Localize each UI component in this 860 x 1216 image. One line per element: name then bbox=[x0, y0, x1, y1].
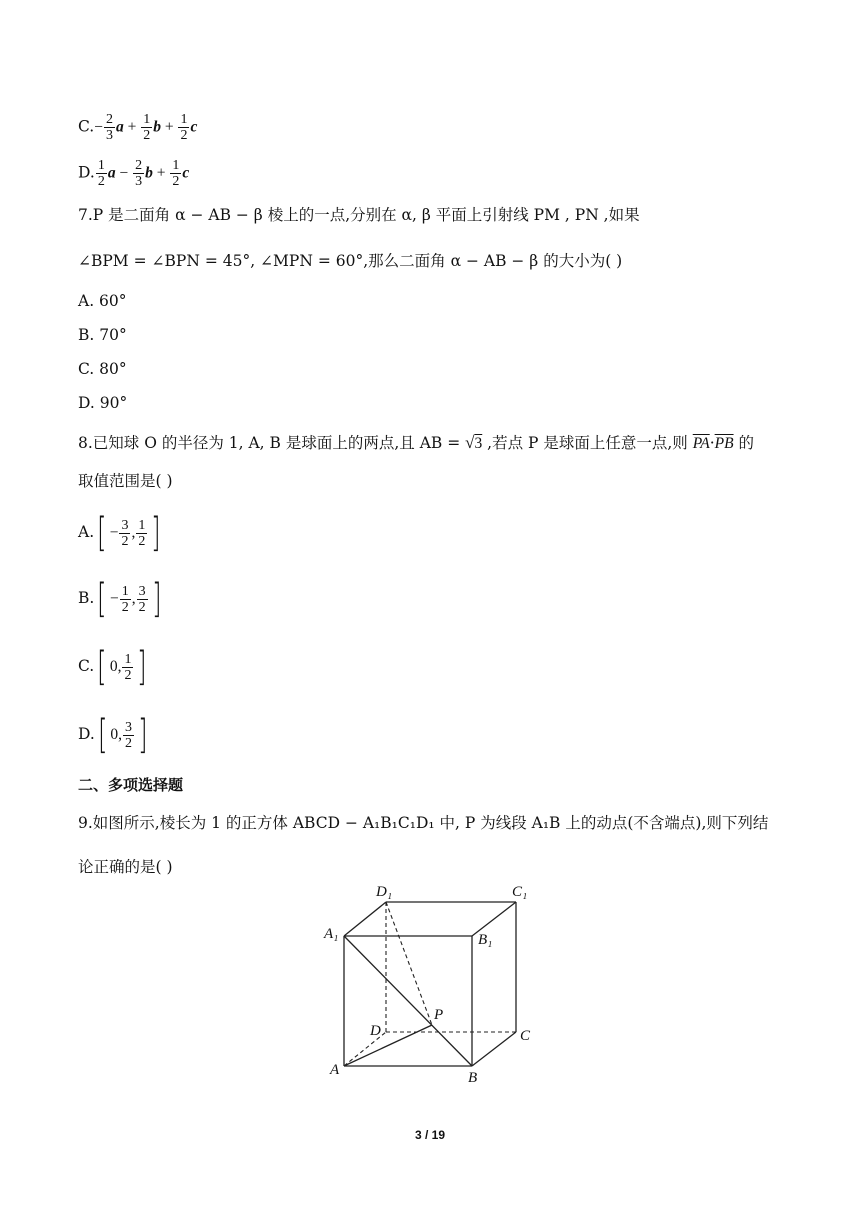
q8-stem-line1: 8.已知球 O 的半径为 1, A, B 是球面上的两点,且 AB = √3 ,若点 P 是球面上任意一点,则 $\overline{PA}\cdot\overline{PB}$ 的 bbox=[78, 433, 754, 452]
q8-text-b: ,若点 P 是球面上任意一点,则 bbox=[482, 434, 693, 452]
fraction: $\frac{1}{2}$ bbox=[143, 112, 151, 143]
label-a: A bbox=[330, 1062, 340, 1078]
label-b: B bbox=[468, 1070, 478, 1086]
q7-stem-line1: 7.P 是二面角 α − AB − β 棱上的一点,分别在 α, β 平面上引射线 PM , PN ,如果 bbox=[78, 206, 640, 224]
label-c: C bbox=[520, 1028, 531, 1044]
q7-option-c: C. 80° bbox=[78, 360, 127, 378]
edge-b-c bbox=[472, 1032, 516, 1066]
q8-option-d: D.[ 0, $\frac{3}{2}$ ] bbox=[78, 712, 148, 758]
segment-a-p bbox=[344, 1025, 432, 1066]
q7-option-a: A. 60° bbox=[78, 292, 127, 310]
q7-option-b: B. 70° bbox=[78, 326, 127, 344]
label-d1: D₁ bbox=[376, 884, 393, 900]
option-label: B. bbox=[78, 589, 95, 607]
q8-option-b: B.[ − $\frac{1}{2}$ , $\frac{3}{2}$ ] bbox=[78, 576, 162, 622]
sqrt-value: 3 bbox=[474, 435, 483, 452]
fraction: $\frac{1}{2}$ bbox=[97, 158, 105, 189]
fraction: $\frac{1}{2}$ bbox=[180, 112, 188, 143]
q6-option-d: D. $\frac{1}{2}$ a − $\frac{2}{3}$ b + $\frac{1}{2}$ c bbox=[78, 158, 190, 189]
page-number: 3 / 19 bbox=[414, 1128, 446, 1142]
q7-option-d: D. 90° bbox=[78, 394, 128, 412]
label-b1: B₁ bbox=[478, 932, 493, 948]
q8-option-a: A.[ − $\frac{3}{2}$ , $\frac{1}{2}$ ] bbox=[78, 510, 161, 556]
q7-stem-line2: ∠BPM = ∠BPN = 45°, ∠MPN = 60°,那么二面角 α − AB − β 的大小为( ) bbox=[78, 252, 623, 270]
q6-option-c: C.− $\frac{2}{3}$ a + $\frac{1}{2}$ b + $\frac{1}{2}$ c bbox=[78, 112, 198, 143]
edge-b1-c1 bbox=[472, 902, 516, 936]
fraction: $\frac{2}{3}$ bbox=[135, 158, 143, 189]
edge-a1-d1 bbox=[344, 902, 386, 936]
option-label: C. bbox=[78, 117, 95, 136]
q9-stem-line1: 9.如图所示,棱长为 1 的正方体 ABCD − A₁B₁C₁D₁ 中, P 为线段 A₁B 上的动点(不含端点),则下列结 bbox=[78, 814, 769, 832]
cube-figure bbox=[318, 880, 558, 1090]
vector-pa: $\overline{PA}$ bbox=[692, 435, 710, 452]
segment-a1-b bbox=[344, 936, 472, 1066]
dot-operator: · bbox=[709, 434, 715, 452]
section-heading: 二、多项选择题 bbox=[78, 776, 184, 794]
option-label: C. bbox=[78, 657, 95, 675]
q9-stem-line2: 论正确的是( ) bbox=[78, 858, 173, 876]
label-a1: A₁ bbox=[324, 926, 339, 942]
q8-stem-line2: 取值范围是( ) bbox=[78, 472, 173, 490]
option-label: A. bbox=[78, 523, 95, 541]
vector-pb: $\overline{PB}$ bbox=[714, 435, 734, 452]
option-label: D. bbox=[78, 163, 95, 182]
fraction: $\frac{1}{2}$ bbox=[172, 158, 180, 189]
label-p: P bbox=[434, 1007, 444, 1023]
fraction: $\frac{2}{3}$ bbox=[105, 112, 113, 143]
label-d: D bbox=[370, 1023, 381, 1039]
q8-option-c: C.[ 0, $\frac{1}{2}$ ] bbox=[78, 644, 147, 690]
hidden-segment-d1-p bbox=[386, 902, 432, 1025]
q8-text-c: 的 bbox=[733, 434, 754, 452]
option-label: D. bbox=[78, 725, 95, 743]
q8-text-a: 8.已知球 O 的半径为 1, A, B 是球面上的两点,且 AB = bbox=[78, 434, 466, 452]
label-c1: C₁ bbox=[512, 884, 528, 900]
